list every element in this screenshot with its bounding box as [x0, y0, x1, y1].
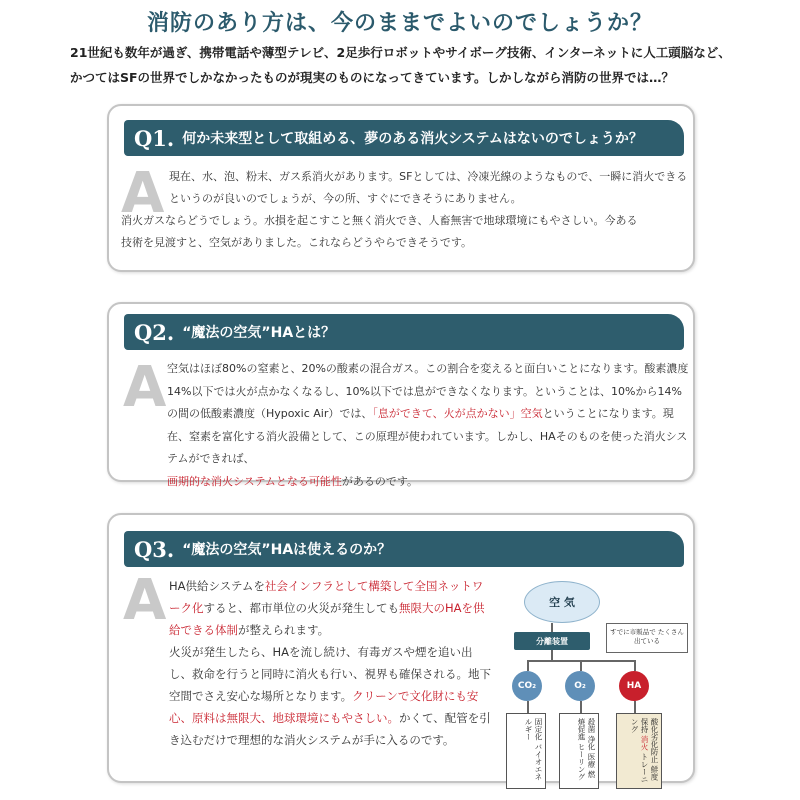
- connector-line: [551, 650, 553, 660]
- page-title: 消防のあり方は、今のままでよいのでしょうか？: [146, 11, 653, 36]
- q3-answer-highlight-1: 社会インフラとして構築して全国ネットワーク化: [169, 579, 484, 615]
- q3-answer-text-1: HA供給システムを: [169, 579, 265, 593]
- q3-answer-highlight-2: 無限大のHAを供給できる体制: [169, 601, 485, 637]
- o2-node: O₂: [565, 671, 595, 701]
- market-note: すでに市販品で たくさん出ている: [606, 623, 688, 653]
- q2-answer-text-1: 空気はほぼ80%の窒素と、20%の酸素の混合ガス。この割合を変えると面白いことになります。酸素濃度14%以下では火が点かなくなるし、10%以下では息ができなくなります。ということは、10%から14%の間の低酸素濃度（Hypoxic Air）では、: [167, 362, 689, 420]
- connector-line: [634, 701, 636, 713]
- co2-uses: 固定化 バイオエネルギー: [506, 713, 546, 789]
- q2-answer-text-3: があるのです。: [341, 474, 419, 488]
- q1-card: [107, 104, 695, 272]
- q1-answer-paragraph-1: 現在、水、泡、粉末、ガス系消火があります。SFとしては、冷凍光線のようなもので、一瞬に消火できるというのが良いのでしょうが、今の所、すぐにできそうにありません。: [169, 170, 688, 205]
- q2-answer-highlight-2: 画期的な消火システムとなる可能性: [167, 474, 342, 488]
- ha-node: HA: [619, 671, 649, 701]
- q2-number: Q2.: [134, 319, 175, 345]
- q3-number: Q3.: [134, 536, 175, 562]
- q3-card: [107, 513, 695, 783]
- q3-answer-text-4: 火災が発生したら、HAを流し続け、有毒ガスや煙を追い出し、救命を行うと同時に消火も行い、視界も確保される。地下空間でさえ安心な場所となります。: [169, 645, 491, 703]
- q2-header: [124, 314, 684, 350]
- q3-answer-paragraph-1: [169, 575, 493, 641]
- connector-line: [527, 701, 529, 713]
- air-cloud: 空 気: [524, 581, 600, 623]
- q2-answer: [167, 358, 689, 493]
- q1-answer-paragraph-2: 消火ガスならどうでしょう。水損を起こすこと無く消火でき、人畜無害で地球環境にもやさしい。今ある技術を見渡すと、空気がありました。これならどうやらできそうです。: [121, 214, 638, 249]
- q1-number: Q1.: [134, 125, 175, 151]
- q3-answer-text-2: すると、都市単位の火災が発生しても: [203, 601, 399, 615]
- q2-answer-mark: A: [123, 355, 167, 420]
- ha-uses-bottom: トレーニング: [630, 718, 649, 783]
- q2-title: “魔法の空気”HAとは？: [182, 325, 336, 341]
- q2-card: [107, 302, 695, 488]
- o2-uses: 殺菌 浄化 医療 燃焼促進 ヒーリング: [559, 713, 599, 789]
- q3-answer-text-5: かくて、配管を引き込むだけで理想的な消火システムが手に入るのです。: [169, 711, 491, 747]
- connector-line: [580, 660, 582, 671]
- separator-unit: 分離装置: [514, 632, 590, 650]
- q3-answer-paragraph-2: [169, 641, 493, 751]
- q1-title: 何か未来型として取組める、夢のある消火システムはないのでしょうか？: [182, 131, 643, 147]
- q3-answer-mark: A: [123, 568, 167, 633]
- q3-header: [124, 531, 684, 567]
- q1-answer-mark: A: [121, 161, 165, 226]
- q3-title: “魔法の空気”HAは使えるのか？: [182, 542, 392, 558]
- intro-line-1: 21世紀も数年が過ぎ、携帯電話や薄型テレビ、2足歩行ロボットやサイボーグ技術、インターネットに人工頭脳など、: [70, 45, 731, 60]
- q1-answer: [121, 166, 689, 254]
- connector-line: [527, 660, 529, 671]
- ha-uses: [616, 713, 662, 789]
- q2-answer-highlight-1: 「息ができて、火が点かない」空気: [372, 407, 543, 420]
- q1-header: [124, 120, 684, 156]
- q2-answer-text-2: ということになります。現在、窒素を富化する消火設備として、この原理が使われています。しかし、HAそのものを使った消火システムができれば、: [167, 407, 688, 465]
- q3-answer-highlight-3: クリーンで文化財にも安心、原料は無限大、地球環境にもやさしい。: [169, 689, 479, 725]
- connector-line: [551, 623, 553, 632]
- q3-answer: [169, 575, 493, 751]
- connector-line: [634, 660, 636, 671]
- ha-uses-top: 酸化劣化防止 鮮度保持: [640, 718, 659, 781]
- intro-line-2: かつてはSFの世界でしかなかったものが現実のものになってきています。しかしながら消防の世界では…？: [70, 70, 675, 85]
- ha-system-diagram: [494, 565, 690, 783]
- co2-node: CO₂: [512, 671, 542, 701]
- ha-uses-fire: 消火: [640, 735, 649, 751]
- intro-text: [70, 40, 750, 90]
- connector-line: [580, 701, 582, 713]
- q3-answer-text-3: が整えられます。: [238, 623, 330, 637]
